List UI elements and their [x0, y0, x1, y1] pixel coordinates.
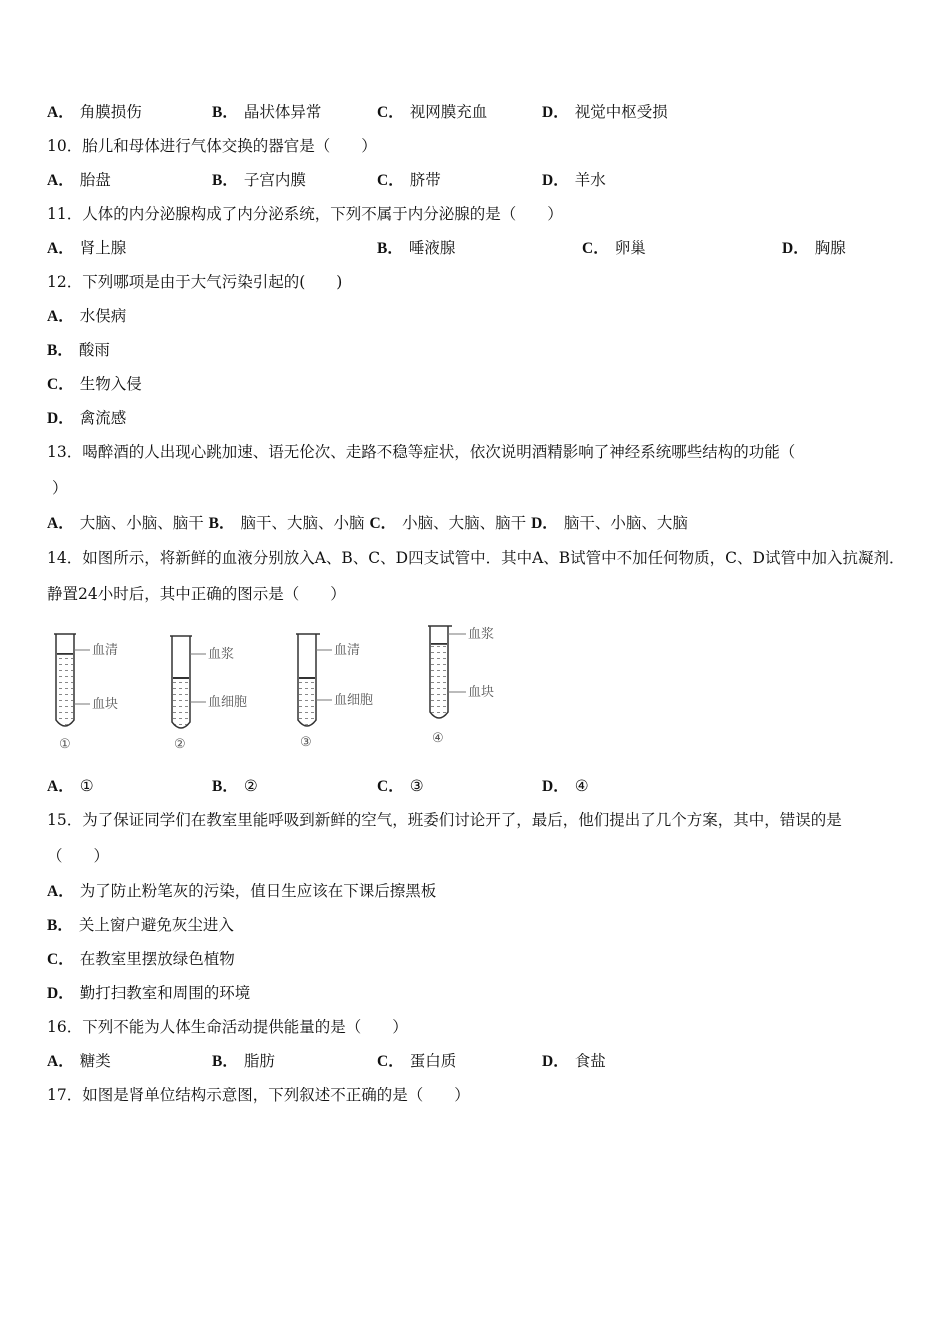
- q15-option-a: A． 为了防止粉笔灰的污染，值日生应该在下课后擦黑板: [47, 882, 437, 900]
- q9-option-c: C． 视网膜充血: [377, 103, 488, 121]
- q15-option-c: C． 在教室里摆放绿色植物: [47, 950, 235, 968]
- q12-stem: 12．下列哪项是由于大气污染引起的( ): [47, 273, 343, 291]
- q14-option-a: A． ①: [47, 777, 94, 795]
- tube-1-bottom-label: 血块: [92, 697, 119, 712]
- q9-option-b: B． 晶状体异常: [212, 103, 322, 121]
- tube-1-top-label: 血清: [92, 643, 119, 658]
- q14-option-d: D． ④: [542, 777, 589, 795]
- q10-option-c: C． 脐带: [377, 171, 441, 189]
- q15-option-d: D． 勤打扫教室和周围的环境: [47, 984, 251, 1002]
- q11-option-b: B． 唾液腺: [377, 239, 456, 257]
- q11-option-a: A． 肾上腺: [47, 239, 127, 257]
- tube-4-number: ④: [432, 731, 444, 746]
- tube-1-number: ①: [59, 737, 71, 752]
- q12-option-c: C． 生物入侵: [47, 375, 142, 393]
- q11-option-d: D． 胸腺: [782, 239, 846, 257]
- tube-4-bottom-label: 血块: [468, 685, 495, 700]
- tube-3-bottom-label: 血细胞: [334, 693, 374, 708]
- tube-2-number: ②: [174, 737, 186, 752]
- q14-stem-line2: 静置24小时后，其中正确的图示是（ ）: [47, 585, 346, 603]
- q12-option-b: B． 酸雨: [47, 341, 110, 359]
- tube-2-bottom-label: 血细胞: [208, 695, 248, 710]
- q10-option-d: D． 羊水: [542, 171, 606, 189]
- q14-option-b: B． ②: [212, 777, 258, 795]
- tube-2: [170, 636, 247, 752]
- q11-stem: 11．人体的内分泌腺构成了内分泌系统，下列不属于内分泌腺的是（ ）: [47, 205, 563, 223]
- q16-option-a: A． 糖类: [47, 1052, 111, 1070]
- test-tube-figure: [40, 620, 540, 760]
- q16-option-d: D． 食盐: [542, 1052, 606, 1070]
- q16-option-c: C． 蛋白质: [377, 1052, 457, 1070]
- tube-2-top-label: 血浆: [208, 647, 235, 662]
- tube-4: [428, 626, 494, 746]
- q10-stem: 10．胎儿和母体进行气体交换的器官是（ ）: [47, 137, 377, 155]
- q9-option-d: D． 视觉中枢受损: [542, 103, 668, 121]
- q13-options-line: A． 大脑、小脑、脑干 B． 脑干、大脑、小脑 C． 小脑、大脑、脑干 D． 脑干、小脑、大脑: [47, 514, 688, 532]
- q13-stem-line1: 13．喝醉酒的人出现心跳加速、语无伦次、走路不稳等症状，依次说明酒精影响了神经系统哪些结构的功能（: [47, 443, 796, 461]
- q17-stem: 17．如图是肾单位结构示意图，下列叙述不正确的是（ ）: [47, 1086, 470, 1104]
- tube-4-top-label: 血浆: [468, 627, 495, 642]
- tube-3-number: ③: [300, 735, 312, 750]
- q11-option-c: C． 卵巢: [582, 239, 646, 257]
- q10-option-b: B． 子宫内膜: [212, 171, 306, 189]
- q13-stem-line2: ）: [52, 479, 68, 497]
- q12-option-d: D． 禽流感: [47, 409, 127, 427]
- q15-option-b: B． 关上窗户避免灰尘进入: [47, 916, 234, 934]
- q15-stem-line1: 15．为了保证同学们在教室里能呼吸到新鲜的空气，班委们讨论开了，最后，他们提出了几个方案，其中，错误的是: [47, 811, 842, 829]
- tube-3-top-label: 血清: [334, 643, 361, 658]
- q16-stem: 16．下列不能为人体生命活动提供能量的是（ ）: [47, 1018, 408, 1036]
- tube-3: [296, 634, 373, 750]
- q15-stem-line2: （ ）: [47, 847, 110, 865]
- q14-stem-line1: 14．如图所示，将新鲜的血液分别放入A、B、C、D四支试管中．其中A、B试管中不加任何物质，C、D试管中加入抗凝剂．: [47, 549, 905, 567]
- q16-option-b: B． 脂肪: [212, 1052, 275, 1070]
- q9-option-a: A． 角膜损伤: [47, 103, 142, 121]
- q14-option-c: C． ③: [377, 777, 424, 795]
- tube-1: [54, 634, 118, 752]
- q12-option-a: A． 水俣病: [47, 307, 127, 325]
- q10-option-a: A． 胎盘: [47, 171, 111, 189]
